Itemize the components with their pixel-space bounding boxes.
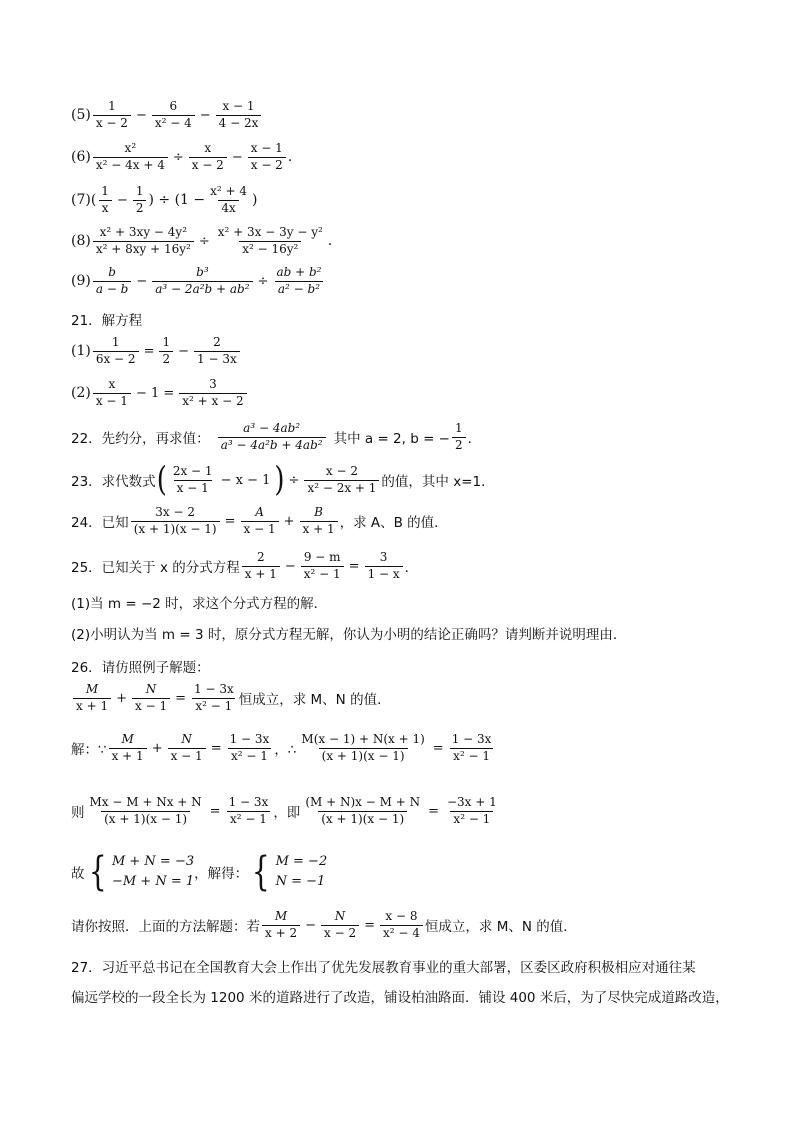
denominator: 2 [159, 351, 173, 367]
question-21-1 [71, 336, 242, 367]
numerator: 3 [209, 377, 217, 391]
numerator: M [85, 682, 99, 696]
operator: = [364, 917, 375, 933]
fraction [73, 683, 111, 714]
operator: − [116, 192, 128, 208]
denominator: x − 1 [174, 480, 212, 496]
right-paren: ) [274, 460, 285, 500]
fraction [300, 506, 338, 537]
denominator: x [99, 200, 112, 216]
condition-text: 其中 a = 2, b = − [333, 431, 450, 448]
fraction [98, 185, 112, 216]
question-text: 的值，其中 x=1． [381, 474, 495, 491]
denominator: 6x − 2 [93, 351, 139, 367]
question-21-title [71, 309, 142, 329]
numerator: B [314, 505, 323, 519]
fraction [215, 226, 326, 257]
denominator: x² + x − 2 [179, 393, 246, 409]
question-26-task [71, 910, 577, 941]
question-21-2 [71, 378, 249, 409]
solution-text: ，∴ [274, 742, 297, 759]
denominator: x² − 1 [227, 811, 270, 827]
denominator: a − b [93, 281, 132, 297]
fraction [298, 733, 427, 764]
question-text: 27．习近平总书记在全国教育大会上作出了优先发展教育事业的重大部署，区委区政府积极相应对通往某 [71, 960, 696, 976]
denominator: x² + 8xy + 16y² [93, 241, 194, 257]
numerator: b³ [196, 265, 209, 279]
problem-8 [71, 226, 332, 257]
numerator: x − 1 [250, 141, 283, 155]
fraction [452, 422, 466, 453]
fraction [241, 506, 279, 537]
fraction [262, 910, 300, 941]
fraction [304, 465, 379, 496]
fraction [168, 733, 206, 764]
operator: = [143, 343, 155, 359]
fraction [207, 185, 250, 216]
fraction [273, 266, 324, 297]
operator: + [283, 513, 295, 529]
problem-label: (6) [71, 149, 91, 166]
question-22 [71, 422, 481, 453]
denominator: x² − 4 [152, 115, 195, 131]
question-text: (2)小明认为当 m = 3 时，原分式方程无解，你认为小明的结论正确吗？请判断并说明理由． [71, 627, 627, 643]
denominator: 2 [133, 200, 147, 216]
question-25 [71, 551, 418, 582]
numerator: 6 [169, 99, 178, 113]
fraction [87, 796, 205, 827]
numerator: 1 [111, 335, 120, 349]
fraction [226, 796, 272, 827]
numerator: x² + 4 [210, 184, 248, 198]
problem-9 [71, 266, 326, 297]
operator: = [210, 740, 222, 756]
operator: = [348, 558, 360, 574]
fraction [189, 142, 227, 173]
problem-label: (8) [71, 233, 91, 250]
fraction [218, 422, 326, 453]
operator: ÷ [172, 149, 184, 165]
numerator: 1 − 3x [451, 732, 492, 746]
fraction [93, 378, 131, 409]
question-text: 26．请仿照例子解题： [71, 660, 210, 676]
fraction [93, 142, 168, 173]
numerator: 1 [108, 99, 116, 113]
operator: − [136, 273, 148, 289]
fraction [444, 796, 500, 827]
problem-label: (7)( [71, 192, 97, 209]
fraction [194, 336, 240, 367]
operator: = [224, 513, 236, 529]
numerator: 3 [379, 550, 388, 564]
question-23 [71, 460, 495, 500]
numerator: 2 [213, 335, 221, 349]
numerator: x [204, 141, 212, 155]
denominator: x − 2 [321, 925, 359, 941]
numerator: 1 [162, 335, 171, 349]
denominator: x² − 1 [228, 748, 271, 764]
expression-text: − x − 1 [220, 472, 271, 488]
denominator: x + 1 [242, 566, 280, 582]
denominator: x + 2 [262, 925, 300, 941]
numerator: A [255, 505, 264, 519]
denominator: x − 2 [93, 115, 131, 131]
fraction [93, 226, 194, 257]
operator: − [305, 917, 316, 933]
punctuation: ． [467, 431, 482, 448]
numerator: N [334, 909, 346, 923]
operator: ÷ [257, 273, 269, 289]
numerator: x² [124, 141, 137, 155]
denominator: x − 2 [189, 157, 227, 173]
denominator: (x + 1)(x − 1) [131, 521, 220, 537]
question-text: 21．解方程 [71, 313, 143, 329]
numerator: x² + 3xy − 4y² [99, 225, 188, 239]
numerator: M [274, 909, 288, 923]
punctuation: ． [404, 560, 419, 577]
equation: N = −1 [275, 874, 326, 890]
fraction [93, 100, 131, 131]
operator: = [175, 690, 186, 706]
denominator: x² − 16y² [239, 241, 301, 257]
fraction [380, 910, 423, 941]
numerator: N [181, 732, 192, 746]
numerator: M [121, 732, 134, 746]
operator: = [209, 803, 221, 819]
denominator: a³ − 2a²b + ab² [152, 281, 252, 297]
question-26-title [71, 656, 210, 676]
solution-text: 则 [71, 805, 85, 822]
equation-system [112, 852, 194, 892]
expression-text: ) [252, 192, 258, 209]
question-25-2 [71, 623, 626, 643]
denominator: x + 1 [300, 521, 338, 537]
operator: = [432, 740, 444, 756]
equation: M + N = −3 [111, 854, 195, 869]
fraction [216, 100, 262, 131]
fraction [301, 551, 344, 582]
fraction [170, 465, 216, 496]
denominator: x² − 4x + 4 [93, 157, 168, 173]
operator: + [116, 690, 127, 706]
numerator: a³ − 4ab² [243, 421, 301, 435]
denominator: 1 − x [365, 566, 403, 582]
operator: ÷ [198, 233, 210, 249]
numerator: x [108, 377, 116, 391]
fraction [93, 336, 139, 367]
numerator: Mx − M + Nx + N [89, 795, 202, 809]
numerator: 2x − 1 [172, 464, 213, 478]
fraction [152, 100, 195, 131]
question-26-example [71, 683, 391, 714]
fraction [248, 142, 286, 173]
denominator: x² − 1 [192, 698, 235, 714]
denominator: x² − 1 [301, 566, 344, 582]
fraction [93, 266, 132, 297]
operator: − [284, 558, 296, 574]
denominator: x − 1 [93, 393, 131, 409]
fraction [109, 733, 147, 764]
numerator: 1 [135, 184, 144, 198]
operator: ÷ [288, 472, 300, 488]
numerator: 2 [256, 550, 265, 564]
question-27-line-2 [71, 986, 729, 1006]
question-26-solution-step-3 [71, 849, 328, 896]
numerator: ab + b² [276, 265, 322, 279]
denominator: 4x [218, 200, 238, 216]
numerator: N [145, 682, 157, 696]
denominator: 2 [452, 437, 466, 453]
left-paren: ( [156, 460, 167, 500]
fraction [152, 266, 252, 297]
numerator: −3x + 1 [446, 795, 497, 809]
numerator: x² + 3x − 3y − y² [217, 225, 323, 239]
numerator: x − 1 [222, 99, 255, 113]
fraction [227, 733, 273, 764]
numerator: 9 − m [303, 550, 341, 564]
numerator: (M + N)x − M + N [305, 795, 421, 809]
numerator: b [108, 265, 116, 279]
fraction [132, 683, 170, 714]
denominator: x² − 2x + 1 [304, 480, 379, 496]
fraction [449, 733, 495, 764]
fraction [191, 683, 237, 714]
denominator: x + 1 [73, 698, 111, 714]
fraction [179, 378, 246, 409]
left-brace: { [251, 849, 270, 896]
operator: − [135, 107, 147, 123]
question-text: 25．已知关于 x 的分式方程 [71, 560, 240, 577]
fraction [365, 551, 403, 582]
numerator: M(x − 1) + N(x + 1) [301, 732, 425, 746]
expression-text: ) ÷ (1 − [148, 192, 206, 209]
denominator: (x + 1)(x − 1) [101, 811, 190, 827]
question-text: 23．求代数式 [71, 474, 156, 491]
question-text: 恒成立，求 M、N 的值． [238, 692, 391, 709]
question-27-line-1 [71, 956, 696, 976]
equation: M = −2 [275, 854, 328, 869]
numerator: x − 2 [325, 464, 358, 478]
fraction [321, 910, 359, 941]
numerator: 1 [101, 184, 109, 198]
denominator: x² − 1 [450, 811, 493, 827]
denominator: x² − 4 [380, 925, 423, 941]
operator: − [178, 343, 190, 359]
problem-label: (1) [71, 343, 91, 360]
fraction [131, 506, 220, 537]
fraction [242, 551, 280, 582]
denominator: (x + 1)(x − 1) [318, 811, 407, 827]
solution-text: 解：∵ [71, 742, 107, 759]
question-text: (1)当 m = −2 时，求这个分式方程的解． [71, 596, 328, 612]
denominator: x + 1 [109, 748, 147, 764]
fraction [159, 336, 173, 367]
solution-text: 故 [71, 866, 85, 883]
problem-label: (2) [71, 385, 91, 402]
question-26-solution-step-1 [71, 733, 496, 764]
left-brace: { [88, 849, 107, 896]
operator: = [428, 803, 439, 819]
problem-7 [71, 185, 258, 216]
denominator: x − 1 [132, 698, 170, 714]
denominator: 1 − 3x [194, 351, 240, 367]
solution-text: ，即 [273, 805, 301, 822]
operator: + [151, 740, 163, 756]
problem-label: (9) [71, 273, 91, 290]
operator: − [199, 107, 211, 123]
numerator: 1 [455, 421, 463, 435]
question-text: 22．先约分，再求值： [71, 431, 210, 448]
equation: −M + N = 1 [111, 874, 195, 890]
question-text: 恒成立，求 M、N 的值． [424, 919, 577, 936]
numerator: 1 − 3x [194, 682, 234, 696]
question-text: 24．已知 [71, 515, 129, 532]
fraction [133, 185, 147, 216]
denominator: x² − 1 [450, 748, 493, 764]
denominator: x − 2 [248, 157, 286, 173]
denominator: a² − b² [275, 281, 323, 297]
question-text: 偏远学校的一段全长为 1200 米的道路进行了改造，铺设柏油路面．铺设 400 米后，为了尽快完成道路改造， [71, 990, 729, 1006]
expression-text: − 1 = [135, 385, 175, 401]
question-25-1 [71, 592, 327, 612]
denominator: x − 1 [241, 521, 279, 537]
solution-text: ，解得： [194, 866, 249, 883]
question-24 [71, 506, 438, 537]
fraction [302, 796, 423, 827]
numerator: x − 8 [385, 909, 418, 923]
problem-5 [71, 100, 263, 131]
denominator: a³ − 4a²b + 4ab² [218, 437, 326, 453]
denominator: x − 1 [168, 748, 206, 764]
numerator: 3x − 2 [155, 505, 195, 519]
problem-6 [71, 142, 292, 173]
numerator: 1 − 3x [229, 732, 270, 746]
problem-label: (5) [71, 107, 91, 124]
operator: − [231, 149, 243, 165]
question-text: ，求 A、B 的值. [339, 515, 439, 532]
equation-system [276, 852, 328, 892]
punctuation: . [287, 149, 293, 166]
denominator: 4 − 2x [216, 115, 262, 131]
numerator: 1 − 3x [228, 795, 269, 809]
denominator: (x + 1)(x − 1) [319, 748, 408, 764]
question-text: 请你按照．上面的方法解题：若 [71, 919, 260, 936]
punctuation: . [327, 233, 333, 250]
question-26-solution-step-2 [71, 796, 502, 827]
